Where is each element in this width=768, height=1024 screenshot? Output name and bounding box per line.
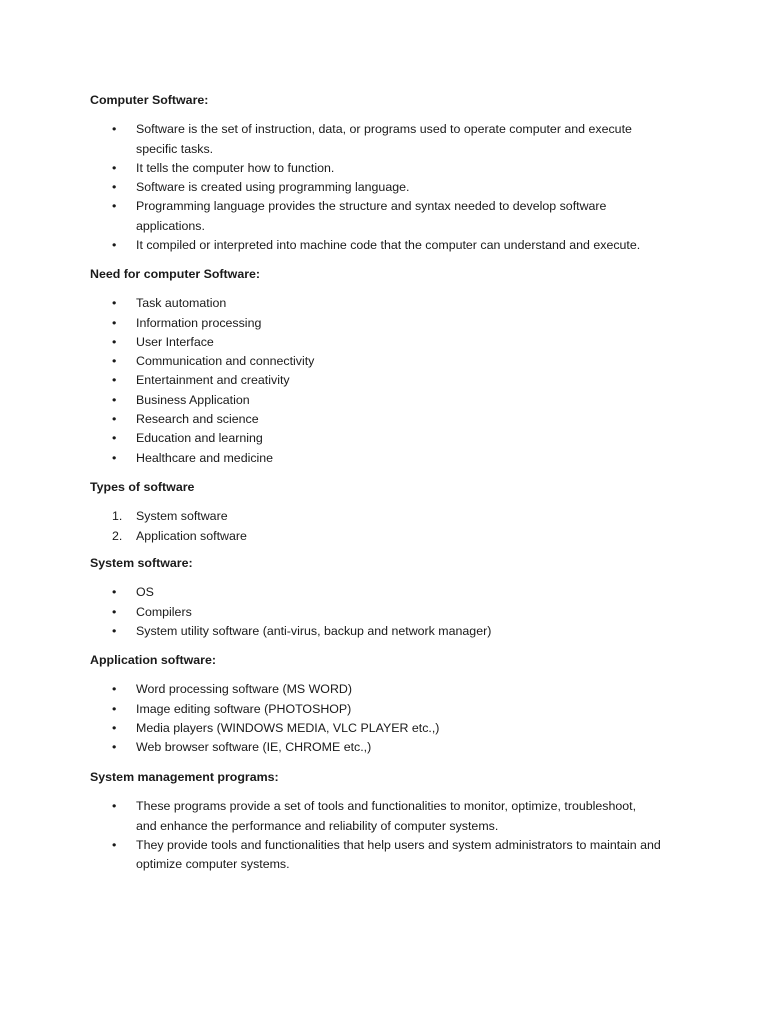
list-item (90, 159, 710, 178)
bullet-icon: • (112, 315, 117, 330)
list-item (90, 680, 710, 699)
list-item (90, 294, 710, 313)
bullet-icon: • (112, 373, 117, 388)
section-heading: System software: (90, 556, 193, 570)
bullet-icon: • (112, 238, 117, 253)
bullet-icon: • (112, 837, 117, 852)
section-application-software (90, 651, 710, 757)
list-item (90, 410, 710, 429)
list-item (90, 603, 710, 622)
bullet-icon: • (112, 334, 117, 349)
list-item (90, 527, 710, 546)
list-item-text: Word processing software (MS WORD) (136, 682, 352, 697)
list-item-text: Task automation (136, 296, 227, 311)
list-item (90, 836, 710, 875)
list-item (90, 197, 710, 236)
bullet-icon: • (112, 623, 117, 638)
section-system-management-programs (90, 768, 710, 874)
list-item-text: System software (136, 509, 228, 524)
bullet-icon: • (112, 799, 117, 814)
list-item (90, 700, 710, 719)
list-item-text: Research and science (136, 412, 259, 427)
list-item-text: System utility software (anti-virus, backup and network manager) (136, 623, 492, 638)
list-item (90, 236, 710, 255)
bullet-icon: • (112, 701, 117, 716)
list-item (90, 333, 710, 352)
list-item-text: Media players (WINDOWS MEDIA, VLC PLAYER etc.,) (136, 720, 440, 735)
bullet-icon: • (112, 604, 117, 619)
list-item-text: They provide tools and functionalities that help users and system administrators to maintain and (136, 837, 661, 852)
list-item-text: and enhance the performance and reliability of computer systems. (136, 818, 499, 833)
section-heading: System management programs: (90, 770, 279, 784)
list-item (90, 352, 710, 371)
list-item-text: Software is created using programming language. (136, 180, 410, 195)
bullet-icon: • (112, 431, 117, 446)
list-item-text: It tells the computer how to function. (136, 160, 335, 175)
list-item-text: Entertainment and creativity (136, 373, 290, 388)
list-item (90, 719, 710, 738)
list-item-text: Communication and connectivity (136, 354, 315, 369)
section-system-software (90, 554, 710, 641)
list-number: 2. (112, 528, 123, 543)
bullet-icon: • (112, 740, 117, 755)
bullet-icon: • (112, 450, 117, 465)
section-need-for-software (90, 265, 710, 468)
bullet-icon: • (112, 122, 117, 137)
list-item (90, 314, 710, 333)
list-item-text: Software is the set of instruction, data, or programs used to operate computer and execute (136, 122, 632, 137)
list-item-text: Image editing software (PHOTOSHOP) (136, 701, 352, 716)
bullet-icon: • (112, 160, 117, 175)
list-item (90, 797, 710, 836)
list-item-text: Education and learning (136, 431, 263, 446)
bullet-icon: • (112, 412, 117, 427)
bullet-icon: • (112, 585, 117, 600)
list-item (90, 178, 710, 197)
list-item (90, 738, 710, 757)
list-item-text: Information processing (136, 315, 262, 330)
list-item-text: These programs provide a set of tools and functionalities to monitor, optimize, troubleshoot, (136, 799, 637, 814)
list-item (90, 391, 710, 410)
bullet-icon: • (112, 180, 117, 195)
section-heading: Computer Software: (90, 93, 209, 107)
list-item-text: optimize computer systems. (136, 857, 290, 872)
list-item (90, 507, 710, 526)
list-item (90, 429, 710, 448)
section-heading: Types of software (90, 480, 195, 494)
section-types-of-software (90, 478, 710, 546)
list-item (90, 449, 710, 468)
section-heading: Need for computer Software: (90, 267, 261, 281)
section-computer-software (90, 91, 710, 255)
list-item (90, 120, 710, 159)
list-item-text: Web browser software (IE, CHROME etc.,) (136, 740, 372, 755)
list-item-text: Compilers (136, 604, 192, 619)
bullet-icon: • (112, 354, 117, 369)
list-item-text: OS (136, 585, 154, 600)
list-item-text: Application software (136, 528, 247, 543)
list-item-text: User Interface (136, 334, 214, 349)
list-item-text: Programming language provides the structure and syntax needed to develop software (136, 199, 607, 214)
list-item-text: specific tasks. (136, 141, 214, 156)
list-item-text: Healthcare and medicine (136, 450, 274, 465)
section-heading: Application software: (90, 653, 216, 667)
bullet-icon: • (112, 296, 117, 311)
list-item (90, 583, 710, 602)
list-item (90, 371, 710, 390)
bullet-icon: • (112, 720, 117, 735)
list-number: 1. (112, 509, 123, 524)
list-item-text: Business Application (136, 392, 250, 407)
list-item-text: applications. (136, 218, 205, 233)
list-item (90, 622, 710, 641)
bullet-icon: • (112, 392, 117, 407)
list-item-text: It compiled or interpreted into machine code that the computer can understand and execute. (136, 238, 641, 253)
bullet-icon: • (112, 199, 117, 214)
bullet-icon: • (112, 682, 117, 697)
